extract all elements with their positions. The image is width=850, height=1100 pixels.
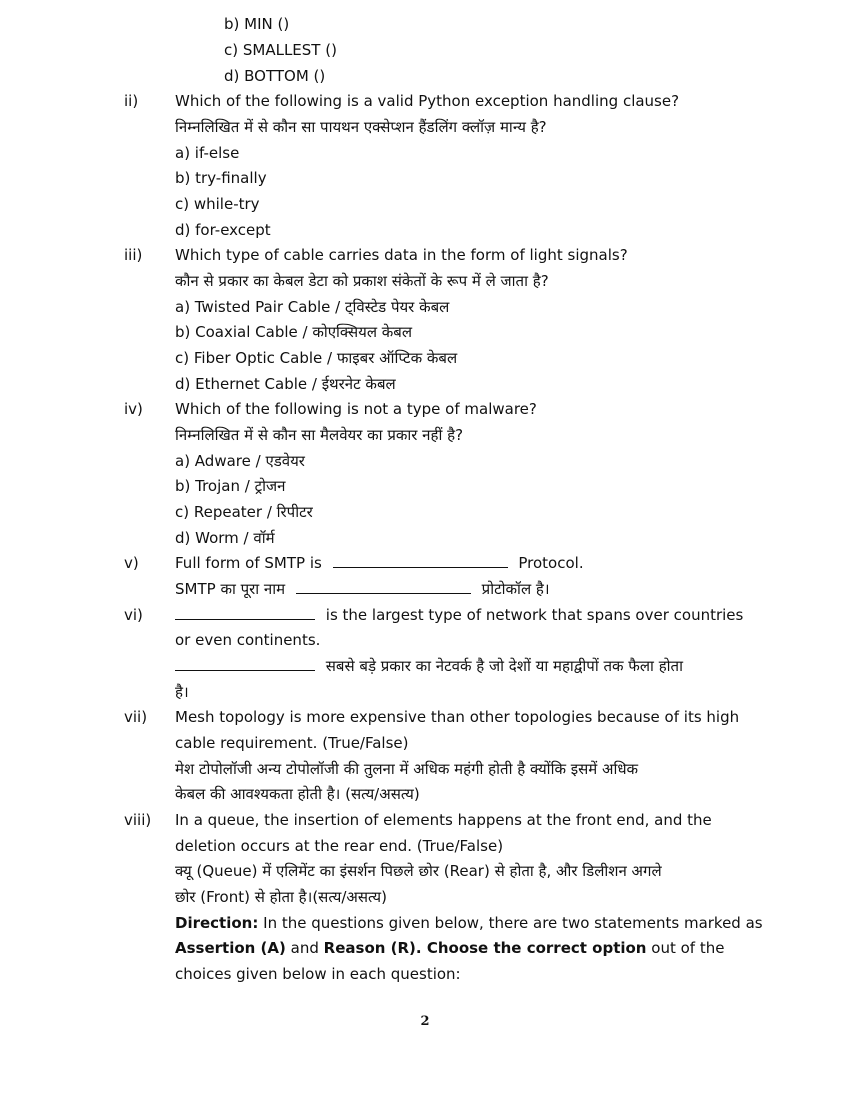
question-text-hi: मेश टोपोलॉजी अन्य टोपोलॉजी की तुलना में अधिक महंगी होती है क्योंकि इसमें अधिक xyxy=(175,760,639,778)
question-text-en: deletion occurs at the rear end. (True/False) xyxy=(175,837,504,855)
option: c) while-try xyxy=(175,195,260,213)
direction-line-3: choices given below in each question: xyxy=(175,965,461,983)
fill-in-blank xyxy=(175,656,315,671)
option: a) Adware / एडवेयर xyxy=(175,452,305,470)
question-text-hi: निम्नलिखित में से कौन सा मैलवेयर का प्रकार नहीं है? xyxy=(175,426,464,444)
option-d-bottom: d) BOTTOM () xyxy=(224,67,326,85)
question-number: iii) xyxy=(124,246,143,264)
option: a) if-else xyxy=(175,144,240,162)
question-number: v) xyxy=(124,554,139,572)
option-b-min: b) MIN () xyxy=(224,15,290,33)
direction-text: In the questions given below, there are two statements marked as xyxy=(263,914,763,932)
question-text-hi: निम्नलिखित में से कौन सा पायथन एक्सेप्शन हैंडलिंग क्लॉज़ मान्य है? xyxy=(175,118,547,136)
fill-in-blank xyxy=(333,553,508,568)
question-number: vi) xyxy=(124,606,143,624)
question-text-hi: छोर (Front) से होता है।(सत्य/असत्य) xyxy=(175,888,387,906)
question-text-pre: SMTP का पूरा नाम xyxy=(175,580,286,598)
reason-label: Reason (R). Choose the correct option xyxy=(323,939,647,957)
page-number: 2 xyxy=(420,1014,430,1029)
option: c) Fiber Optic Cable / फाइबर ऑप्टिक केबल xyxy=(175,349,458,367)
question-text-post: प्रोटोकॉल है। xyxy=(481,580,550,598)
question-number: iv) xyxy=(124,400,143,418)
question-text-en: Which of the following is not a type of malware? xyxy=(175,400,537,418)
question-text-pre: Full form of SMTP is xyxy=(175,554,322,572)
question-text-hi xyxy=(175,656,683,676)
direction-line-1 xyxy=(175,913,763,933)
question-text-line1: सबसे बड़े प्रकार का नेटवर्क है जो देशों या महाद्वीपों तक फैला होता xyxy=(325,657,683,675)
question-text-en: Mesh topology is more expensive than other topologies because of its high xyxy=(175,708,740,726)
fill-in-blank xyxy=(175,605,315,620)
option: d) for-except xyxy=(175,221,271,239)
question-text-en: Which of the following is a valid Python exception handling clause? xyxy=(175,92,680,110)
question-text-en xyxy=(175,553,584,573)
option: c) Repeater / रिपीटर xyxy=(175,503,313,521)
question-text-line2: or even continents. xyxy=(175,631,321,649)
fill-in-blank xyxy=(296,579,471,594)
question-text-hi: क्यू (Queue) में एलिमेंट का इंसर्शन पिछले छोर (Rear) से होता है, और डिलीशन अगले xyxy=(175,862,662,880)
question-text-hi: कौन से प्रकार का केबल डेटा को प्रकाश संकेतों के रूप में ले जाता है? xyxy=(175,272,549,290)
option: b) Coaxial Cable / कोएक्सियल केबल xyxy=(175,323,413,341)
question-text-en: In a queue, the insertion of elements happens at the front end, and the xyxy=(175,811,712,829)
question-text-line1: is the largest type of network that spans over countries xyxy=(325,606,744,624)
option: a) Twisted Pair Cable / ट्विस्टेड पेयर केबल xyxy=(175,298,450,316)
option-c-smallest: c) SMALLEST () xyxy=(224,41,337,59)
question-number: viii) xyxy=(124,811,152,829)
direction-line-2 xyxy=(175,938,724,958)
question-text-line2: है। xyxy=(175,683,189,701)
assertion-label: Assertion (A) xyxy=(175,939,286,957)
question-text-hi xyxy=(175,579,550,599)
out-of-text: out of the xyxy=(651,939,725,957)
question-text-hi: केबल की आवश्यकता होती है। (सत्य/असत्य) xyxy=(175,785,420,803)
option: b) try-finally xyxy=(175,169,267,187)
question-text-en: cable requirement. (True/False) xyxy=(175,734,409,752)
question-number: ii) xyxy=(124,92,139,110)
option: d) Ethernet Cable / ईथरनेट केबल xyxy=(175,375,396,393)
question-text-post: Protocol. xyxy=(518,554,584,572)
question-number: vii) xyxy=(124,708,148,726)
option: d) Worm / वॉर्म xyxy=(175,529,275,547)
question-text-en xyxy=(175,605,743,625)
direction-label: Direction: xyxy=(175,914,259,932)
and-text: and xyxy=(290,939,319,957)
question-text-en: Which type of cable carries data in the form of light signals? xyxy=(175,246,628,264)
option: b) Trojan / ट्रोजन xyxy=(175,477,286,495)
